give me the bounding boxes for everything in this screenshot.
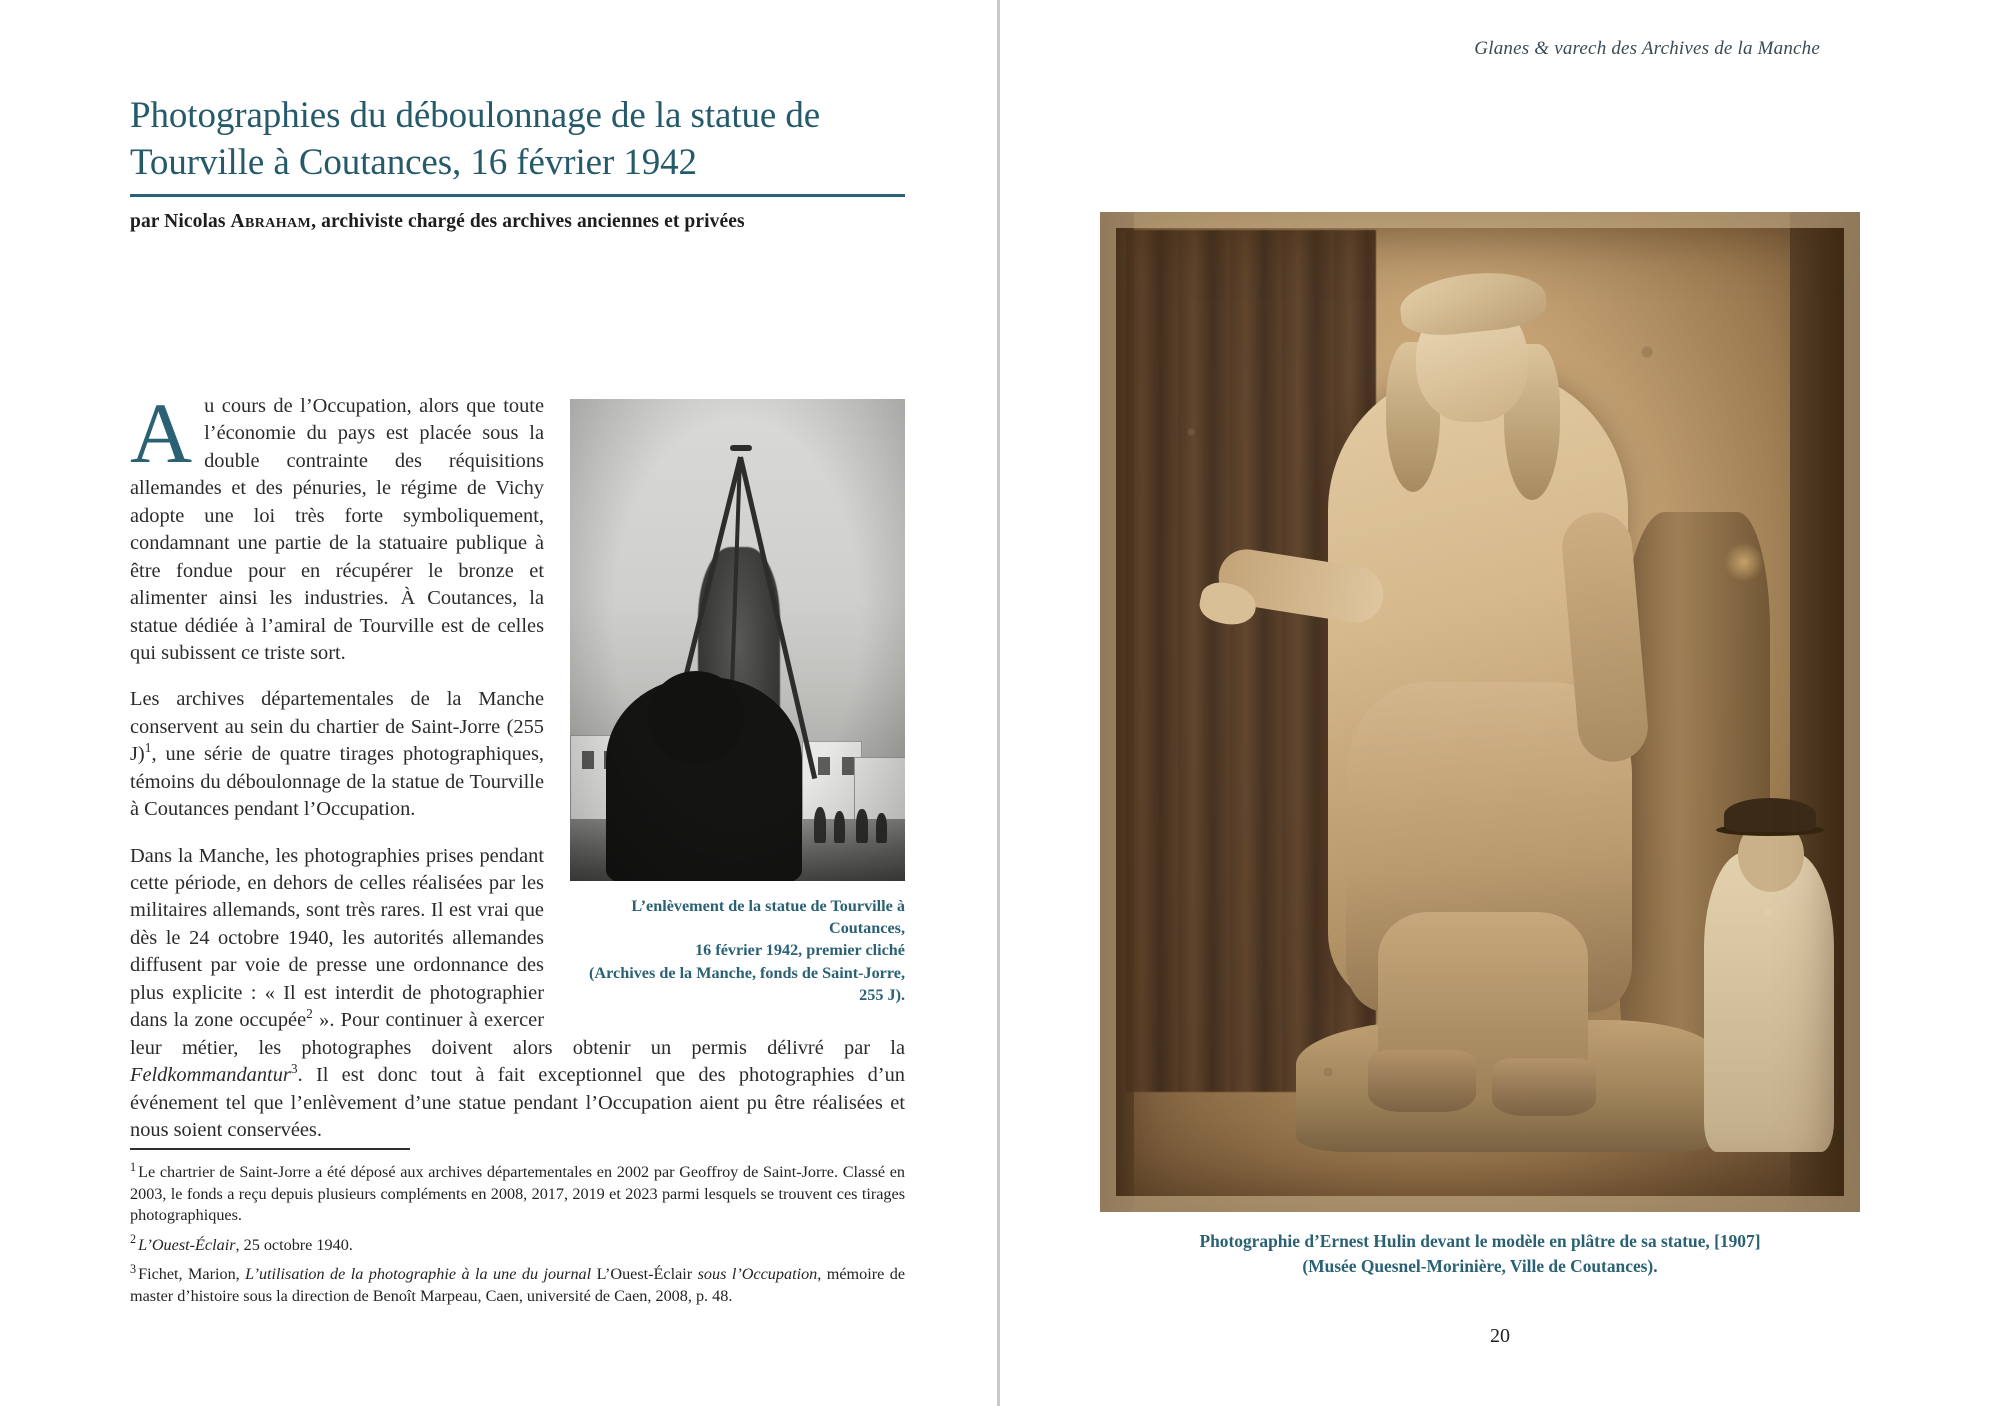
paragraph-3-text-a: Dans la Manche, les photographies prises pendant cette période, en dehors de celles réalisées par les militaires allemands, sont très rares. Il est vrai que dès le 24 octobre 1940, les autorités allemandes diffusent par voie de presse une ordonnance des plus explicite : « Il est interdit de photographier dans la zone occupée <box>130 844 544 1032</box>
footnote-3-text-c: , mémoire de master d’histoire sous la direction de Benoît Marpeau, Caen, université de Caen, 2008, p. 48. <box>130 1265 906 1305</box>
photo-statue-removal-1942 <box>570 399 905 881</box>
running-head: Glanes & varech des Archives de la Manche <box>1474 38 1820 59</box>
body-column <box>130 385 905 1163</box>
window <box>818 757 830 775</box>
footnote-3-marker: 3 <box>130 1261 137 1276</box>
footnote-3-italic-b: sous l’Occupation <box>697 1265 818 1284</box>
caption-right-line-1: Photographie d’Ernest Hulin devant le modèle en plâtre de sa statue, [1907] <box>1199 1231 1761 1251</box>
caption-line-2: 16 février 1942, premier cliché <box>695 941 905 960</box>
title-block <box>130 92 905 197</box>
figure-caption-right <box>1100 1229 1860 1279</box>
photo-hulin-plaster-statue <box>1100 212 1860 1212</box>
page-number: 20 <box>1490 1325 1510 1347</box>
footnote-3 <box>130 1261 906 1307</box>
paragraph-2-text-a: Les archives départementales de la Manche conservent au sein du chartier de Saint-Jorre (255 J) <box>130 688 544 766</box>
figure-caption-left <box>570 895 905 1006</box>
paragraph-1-text: u cours de l’Occupation, alors que toute l’économie du pays est placée sous la double contrainte des réquisitions allemandes et des pénuries, le régime de Vichy adopte une loi très forte symboliquement, condamnant une partie de la statuaire publique à être fondue pour en récupérer le bronze et alimenter ainsi les industries. À Coutances, la statue dédiée à l’amiral de Tourville est de celles qui subissent ce triste sort. <box>130 395 544 664</box>
footnote-ref-3[interactable]: 3 <box>290 1061 298 1077</box>
footnote-1-text: Le chartrier de Saint-Jorre a été déposé aux archives départementales en 2002 par Geoffroy de Saint-Jorre. Classé en 2003, le fonds a reçu depuis plusieurs compléments en 2008, 2017, 2019 et 2023 parmi lesquels se trouvent ces tirages photographiques. <box>130 1163 905 1225</box>
byline-author-name: Abraham <box>230 211 312 232</box>
caption-line-3: (Archives de la Manche, fonds de Saint-Jorre, 255 J). <box>589 963 905 1004</box>
paragraph-3-text-b: ». Pour continuer à exercer leur métier, les photographes doivent alors obtenir un permis délivré par la <box>130 1009 905 1059</box>
caption-right-line-2: (Musée Quesnel-Morinière, Ville de Coutances). <box>1302 1256 1658 1277</box>
byline-suffix: , archiviste chargé des archives anciennes et privées <box>311 211 745 232</box>
photo-onlooker <box>814 807 826 843</box>
footnote-2-marker: 2 <box>130 1232 137 1247</box>
photo-derrick-apex <box>730 445 752 451</box>
title-rule <box>130 194 905 197</box>
byline <box>130 211 745 233</box>
paragraph-2-text-b: , une série de quatre tirages photographiques, témoins du déboulonnage de la statue de Tourville à Coutances pendant l’Occupation. <box>130 743 544 821</box>
footnote-3-italic-a: L’utilisation de la photographie à la une du journal <box>245 1265 592 1284</box>
paragraph-3-text-c: . Il est donc tout à fait exceptionnel que des photographies d’un événement tel que l’enlèvement d’une statue pendant l’Occupation aient pu être réalisées et nous soient conservées. <box>130 1064 905 1141</box>
byline-prefix: par Nicolas <box>130 211 231 232</box>
footnote-3-text-a: Fichet, Marion, <box>138 1265 246 1284</box>
footnotes <box>130 1148 905 1315</box>
footnote-2 <box>130 1232 905 1257</box>
window <box>582 751 594 769</box>
footnote-ref-1[interactable]: 1 <box>144 740 152 756</box>
right-page <box>1000 0 2000 1406</box>
drop-cap: A <box>130 385 193 481</box>
photo-onlooker <box>856 809 868 843</box>
footnote-1 <box>130 1159 905 1227</box>
caption-line-1: L’enlèvement de la statue de Tourville à Coutances, <box>631 897 905 938</box>
footnote-1-marker: 1 <box>130 1159 137 1174</box>
photo-onlooker <box>876 813 887 843</box>
figure-ernest-hulin <box>1100 212 1860 1279</box>
window <box>842 757 854 775</box>
photo-foreground-head <box>648 671 744 763</box>
footnote-2-text: , 25 octobre 1940. <box>235 1235 353 1254</box>
term-feldkommandantur: Feldkommandantur <box>130 1064 291 1087</box>
photo-onlooker <box>834 811 845 843</box>
page-title: Photographies du déboulonnage de la statue de Tourville à Coutances, 16 février 1942 <box>130 95 821 184</box>
footnote-2-source: L’Ouest-Éclair <box>138 1235 236 1254</box>
footnote-ref-2[interactable]: 2 <box>306 1006 313 1022</box>
footnote-3-text-b: L’Ouest-Éclair <box>591 1265 698 1284</box>
photo-edge-vignette <box>1100 212 1860 1212</box>
footnote-separator <box>130 1148 410 1150</box>
figure-dismantling-statue <box>570 399 905 1006</box>
